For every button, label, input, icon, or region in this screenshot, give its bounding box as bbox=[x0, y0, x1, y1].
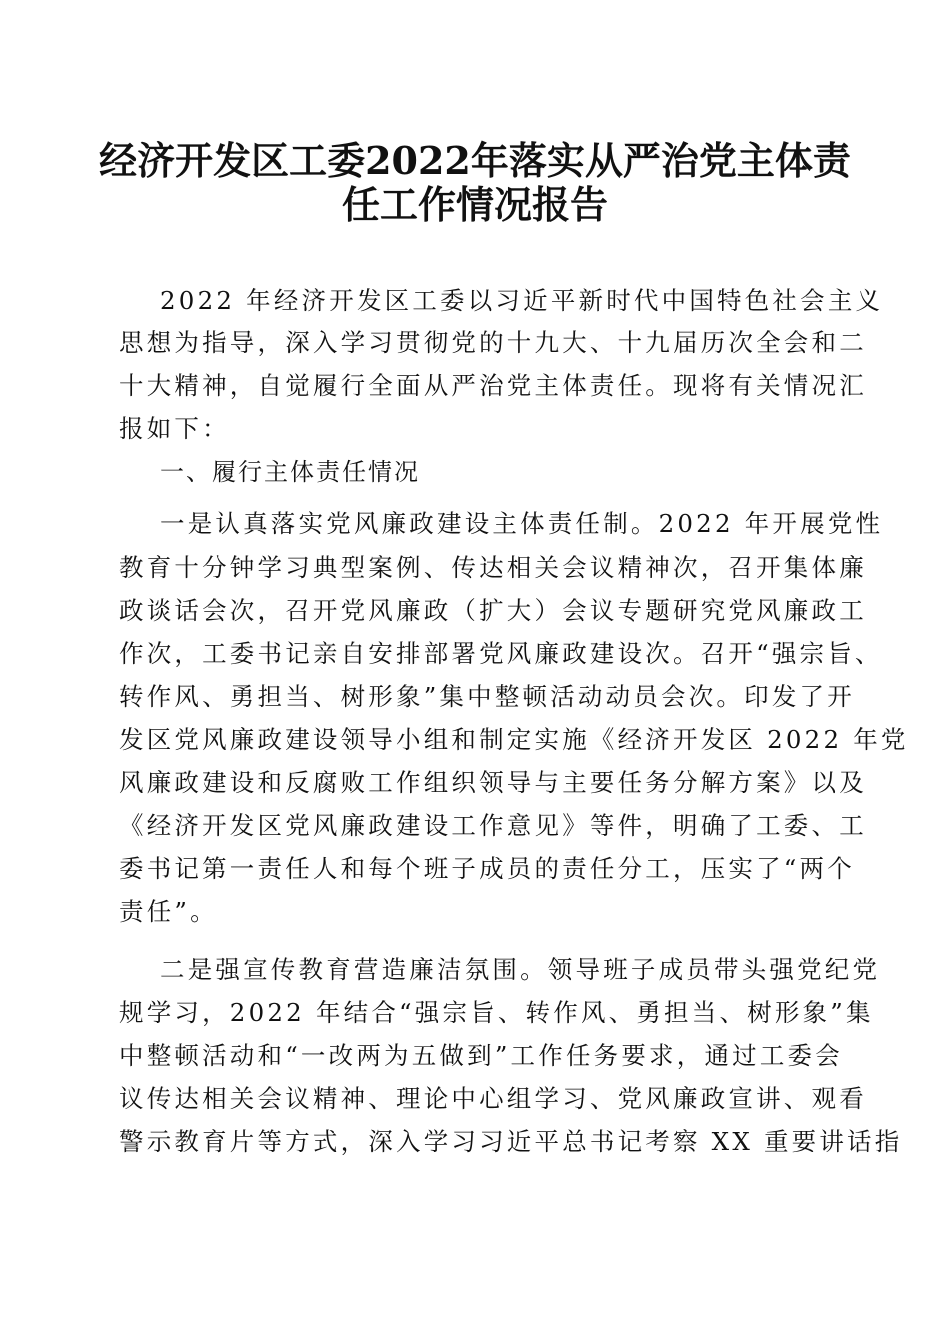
intro-line: 思想为指导，深入学习贯彻党的十九大、十九届历次全会和二 bbox=[119, 328, 867, 357]
paragraph-line: 一是认真落实党风廉政建设主体责任制。2022 年开展党性 bbox=[160, 509, 884, 538]
intro-line: 十大精神，自觉履行全面从严治党主体责任。现将有关情况汇 bbox=[119, 371, 867, 400]
paragraph-line: 中整顿活动和“一改两为五做到”工作任务要求，通过工委会 bbox=[119, 1041, 843, 1070]
document-title-line-1: 经济开发区工委2022年落实从严治党主体责 bbox=[99, 138, 851, 183]
section-heading: 一、履行主体责任情况 bbox=[160, 458, 420, 486]
paragraph-line: 政谈话会次，召开党风廉政（扩大）会议专题研究党风廉政工 bbox=[119, 596, 867, 625]
paragraph-line: 议传达相关会议精神、理论中心组学习、党风廉政宣讲、观看 bbox=[119, 1084, 867, 1113]
paragraph-line: 责任”。 bbox=[119, 897, 218, 926]
paragraph-line: 警示教育片等方式，深入学习习近平总书记考察 XX 重要讲话指 bbox=[119, 1127, 903, 1156]
paragraph-line: 转作风、勇担当、树形象”集中整顿活动动员会次。印发了开 bbox=[119, 682, 855, 711]
paragraph-line: 作次，工委书记亲自安排部署党风廉政建设次。召开“强宗旨、 bbox=[119, 639, 883, 668]
paragraph-line: 委书记第一责任人和每个班子成员的责任分工，压实了“两个 bbox=[119, 854, 855, 883]
intro-line: 报如下： bbox=[119, 414, 230, 443]
paragraph-line: 发区党风廉政建设领导小组和制定实施《经济开发区 2022 年党 bbox=[119, 725, 909, 754]
document-title-line-2: 任工作情况报告 bbox=[341, 182, 608, 227]
paragraph-line: 《经济开发区党风廉政建设工作意见》等件，明确了工委、工 bbox=[119, 811, 867, 840]
intro-line: 2022 年经济开发区工委以习近平新时代中国特色社会主义 bbox=[160, 286, 884, 315]
paragraph-line: 教育十分钟学习典型案例、传达相关会议精神次，召开集体廉 bbox=[119, 553, 867, 582]
paragraph-line: 规学习，2022 年结合“强宗旨、转作风、勇担当、树形象”集 bbox=[119, 998, 874, 1027]
paragraph-line: 二是强宣传教育营造廉洁氛围。领导班子成员带头强党纪党 bbox=[160, 955, 881, 984]
paragraph-line: 风廉政建设和反腐败工作组织领导与主要任务分解方案》以及 bbox=[119, 768, 867, 797]
